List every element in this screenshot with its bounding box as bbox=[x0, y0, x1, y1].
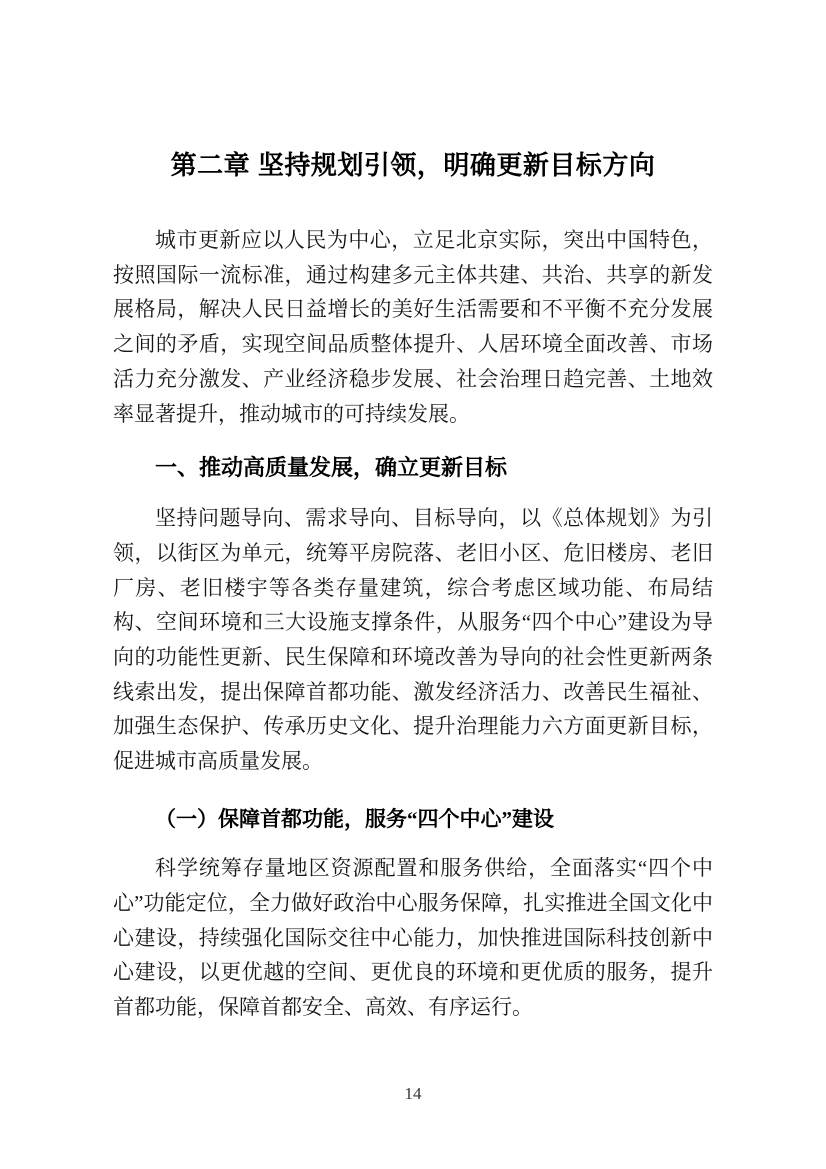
page-content bbox=[113, 0, 713, 1025]
paragraph-goals: 坚持问题导向、需求导向、目标导向，以《总体规划》为引领，以街区为单元，统筹平房院落、老旧小区、危旧楼房、老旧厂房、老旧楼宇等各类存量建筑，综合考虑区域功能、布局结构、空间环境和三大设施支撑条件，从服务“四个中心”建设为导向的功能性更新、民生保障和环境改善为导向的社会性更新两条线索出发，提出保障首都功能、激发经济活力、改善民生福祉、加强生态保护、传承历史文化、提升治理能力六方面更新目标，促进城市高质量发展。 bbox=[113, 506, 713, 774]
paragraph-overview: 城市更新应以人民为中心，立足北京实际，突出中国特色，按照国际一流标准，通过构建多元主体共建、共治、共享的新发展格局，解决人民日益增长的美好生活需要和不平衡不充分发展之间的矛盾，实现空间品质整体提升、人居环境全面改善、市场活力充分激发、产业经济稳步发展、社会治理日趋完善、土地效率显著提升，推动城市的可持续发展。 bbox=[113, 228, 713, 426]
chapter-title: 第二章 坚持规划引领，明确更新目标方向 bbox=[170, 150, 656, 180]
page-number: 14 bbox=[404, 1084, 422, 1103]
paragraph-capital-functions: 科学统筹存量地区资源配置和服务供给，全面落实“四个中心”功能定位，全力做好政治中心服务保障，扎实推进全国文化中心建设，持续强化国际交往中心能力，加快推进国际科技创新中心建设，以更优越的空间、更优良的环境和更优质的服务，提升首都功能，保障首都安全、高效、有序运行。 bbox=[113, 856, 713, 1020]
section-heading-1: 一、推动高质量发展，确立更新目标 bbox=[155, 455, 508, 481]
subsection-heading-1: （一）保障首都功能，服务“四个中心”建设 bbox=[155, 806, 554, 831]
